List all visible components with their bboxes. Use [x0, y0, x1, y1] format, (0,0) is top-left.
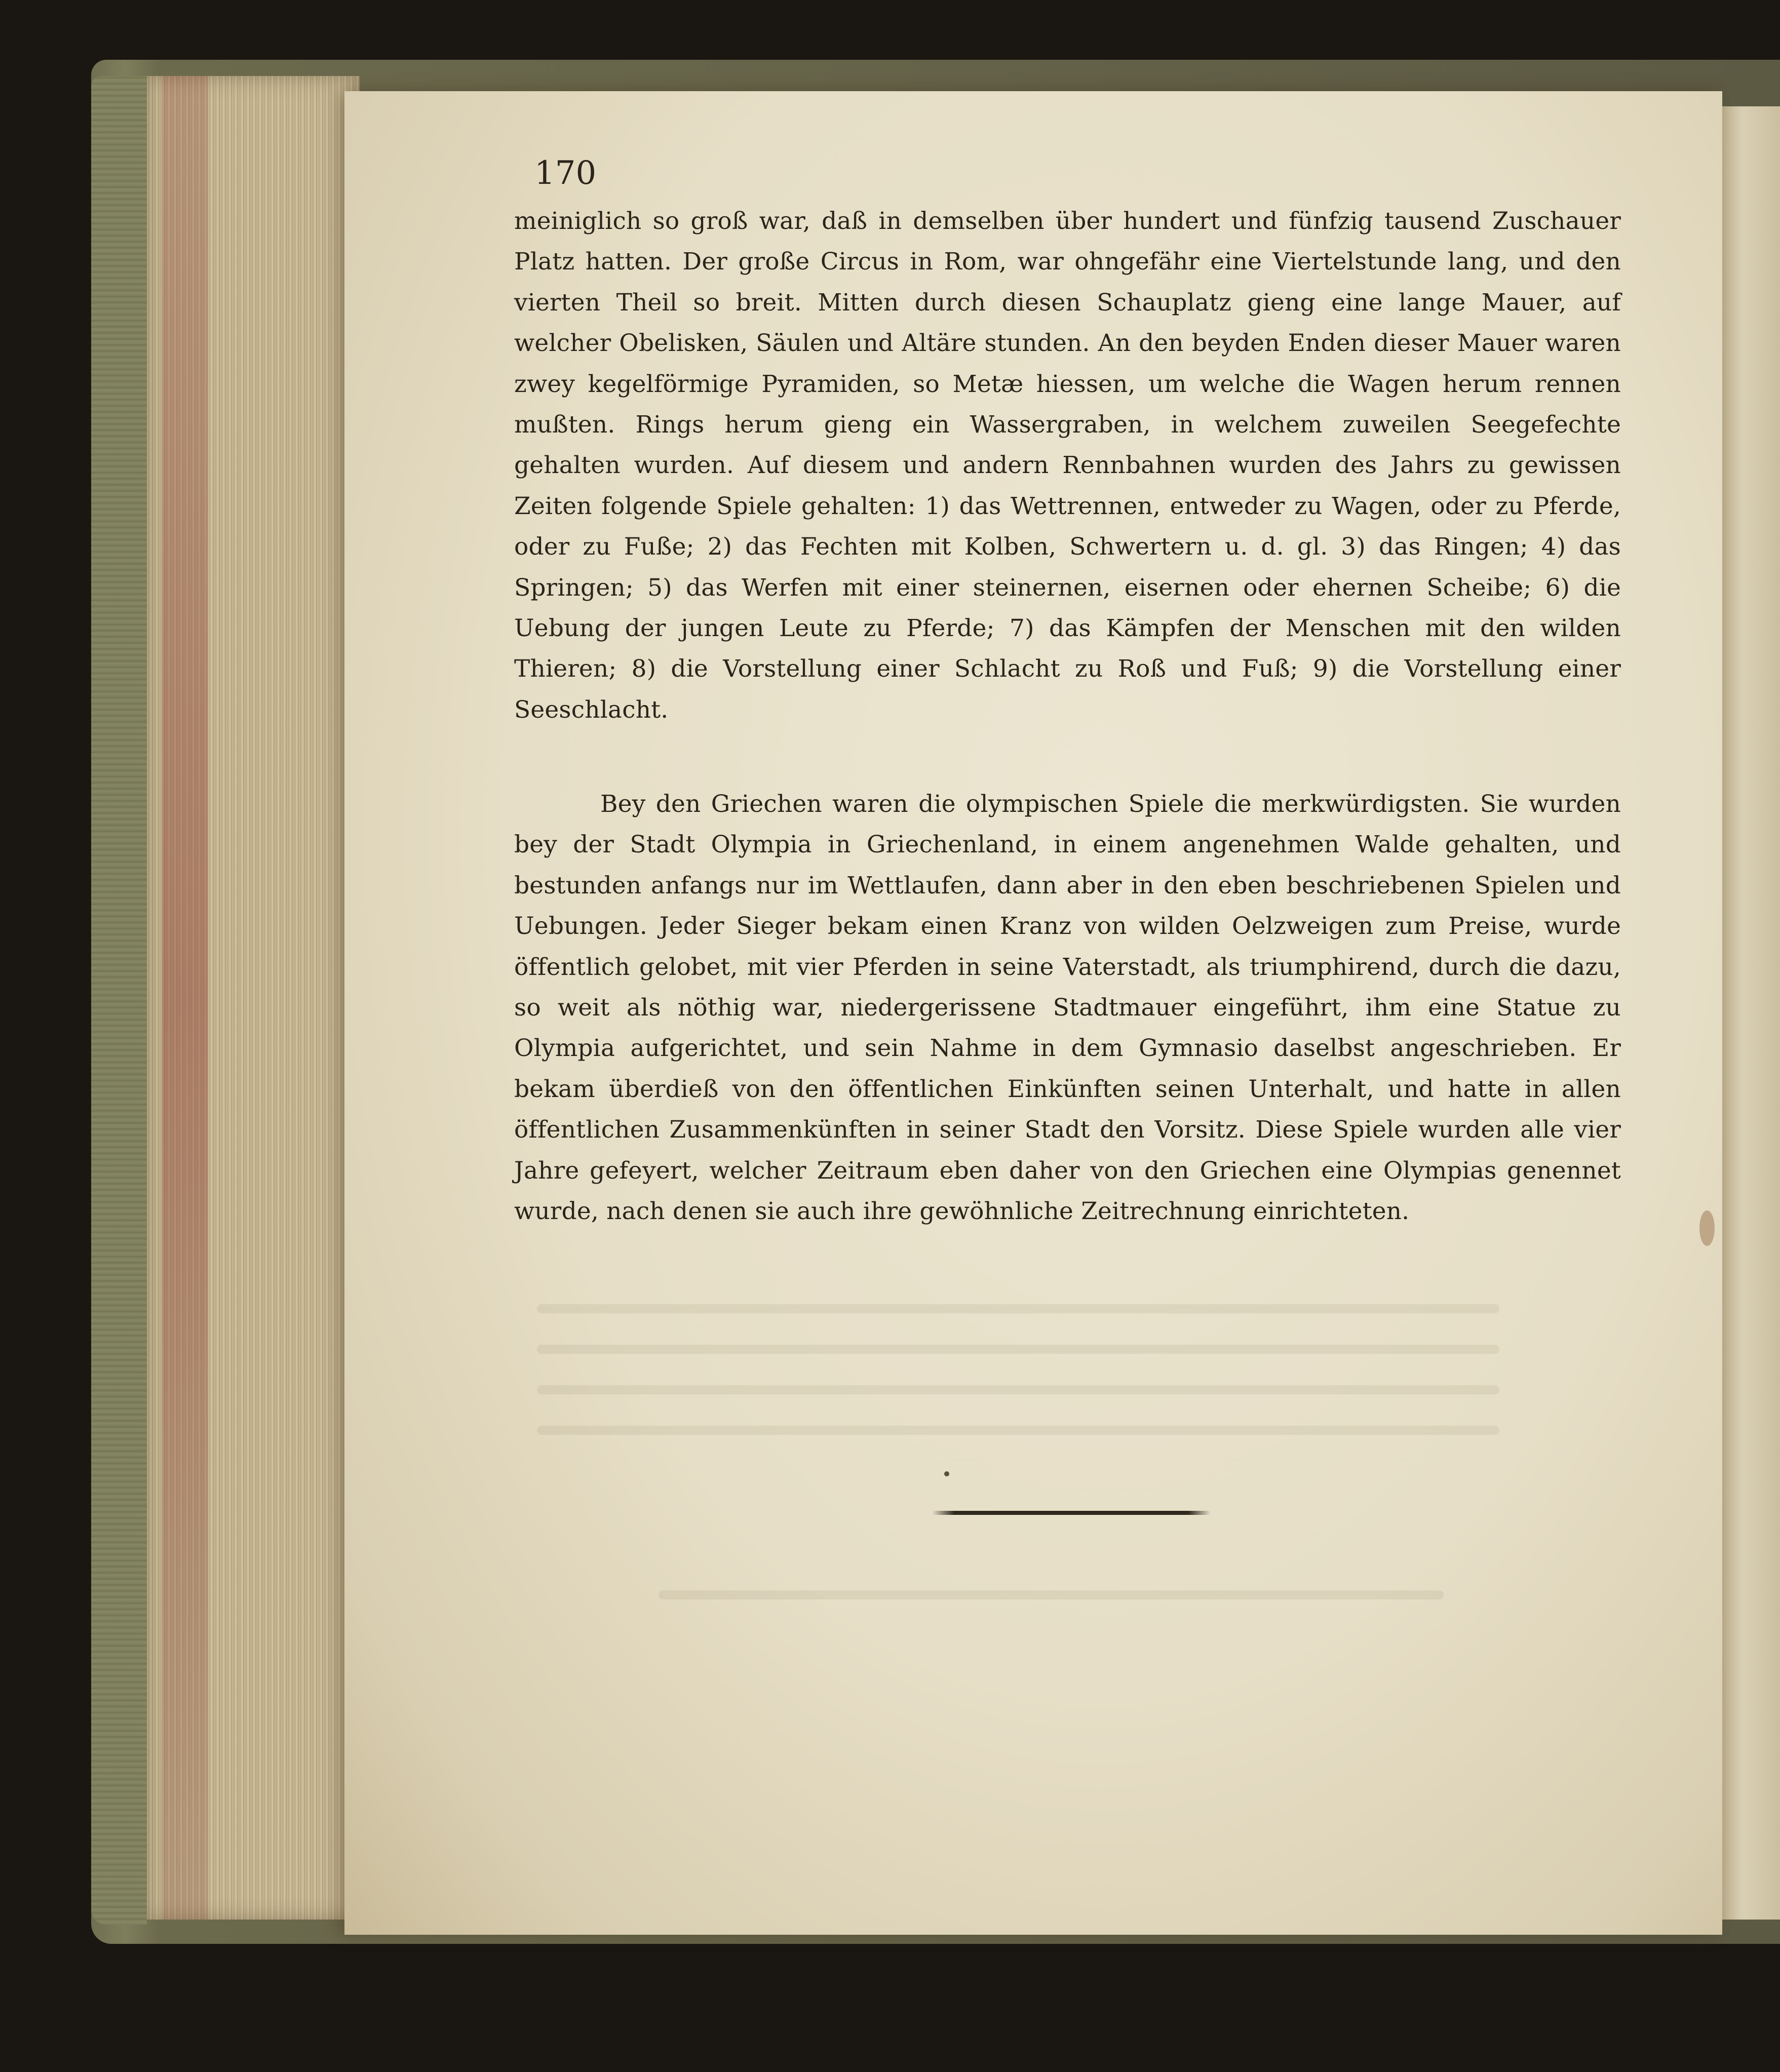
section-rule — [932, 1511, 1211, 1515]
page-number: 170 — [534, 154, 597, 192]
show-through-line — [537, 1304, 1499, 1313]
page-edges — [147, 76, 360, 1920]
paragraph-2-text: Bey den Griechen waren die olympischen Spiele die merkwürdigsten. Sie wurden bey der Stadt Olympia in Griechenland, in einem angenehmen Walde gehalten, und bestunden anfangs nur im Wettlaufen, dann aber in den eben beschriebenen Spielen und Uebungen. Jeder Sieger bekam einen Kranz von wilden Oelzweigen zum Preise, wurde öffentlich gelobet, mit vier Pferden in seine Vaterstadt, als triumphirend, durch die dazu, so weit als nöthig war, niedergerissene Stadtmauer eingeführt, ihm eine Statue zu Olympia aufgerichtet, und sein Nahme in dem Gymnasio daselbst angeschrieben. Er bekam überdieß von den öffentlichen Einkünften seinen Unterhalt, und hatte in allen öffentlichen Zusammenkünften in seiner Stadt den Vorsitz. Diese Spiele wurden alle vier Jahre gefeyert, welcher Zeitraum eben daher von den Griechen eine Olympias genennet wurde, nach denen sie auch ihre gewöhnliche Zeitrechnung einrichteten. — [514, 790, 1621, 1226]
paper-stain — [1699, 1210, 1715, 1246]
show-through-line — [537, 1385, 1499, 1394]
facing-page — [1717, 106, 1780, 1920]
ink-dot — [944, 1471, 949, 1476]
page-edge-tint — [162, 76, 208, 1920]
paragraph-1 — [514, 201, 1621, 724]
show-through-line — [659, 1590, 1444, 1599]
show-through-line — [537, 1345, 1499, 1354]
show-through-line — [537, 1426, 1499, 1435]
paragraph-2 — [514, 784, 1621, 1255]
paragraph-1-text: meiniglich so groß war, daß in demselben über hundert und fünfzig tausend Zuschauer Platz hatten. Der große Circus in Rom, war ohngefähr eine Viertelstunde lang, und den vierten Theil so breit. Mitten durch diesen Schauplatz gieng eine lange Mauer, auf welcher Obelisken, Säulen und Altäre stunden. An den beyden Enden dieser Mauer waren zwey kegelförmige Pyramiden, so Metæ hiessen, um welche die Wagen herum rennen mußten. Rings herum gieng ein Wassergraben, in welchem zuweilen Seegefechte gehalten wurden. Auf diesem und andern Rennbahnen wurden des Jahrs zu gewissen Zeiten folgende Spiele gehalten: 1) das Wettrennen, entweder zu Wagen, oder zu Pferde, oder zu Fuße; 2) das Fechten mit Kolben, Schwertern u. d. gl. 3) das Ringen; 4) das Springen; 5) das Werfen mit einer steinernen, eisernen oder ehernen Scheibe; 6) die Uebung der jungen Leute zu Pferde; 7) das Kämpfen der Menschen mit den wilden Thieren; 8) die Vorstellung einer Schlacht zu Roß und Fuß; 9) die Vorstellung einer Seeschlacht. — [514, 207, 1621, 724]
book-spine — [91, 76, 147, 1925]
